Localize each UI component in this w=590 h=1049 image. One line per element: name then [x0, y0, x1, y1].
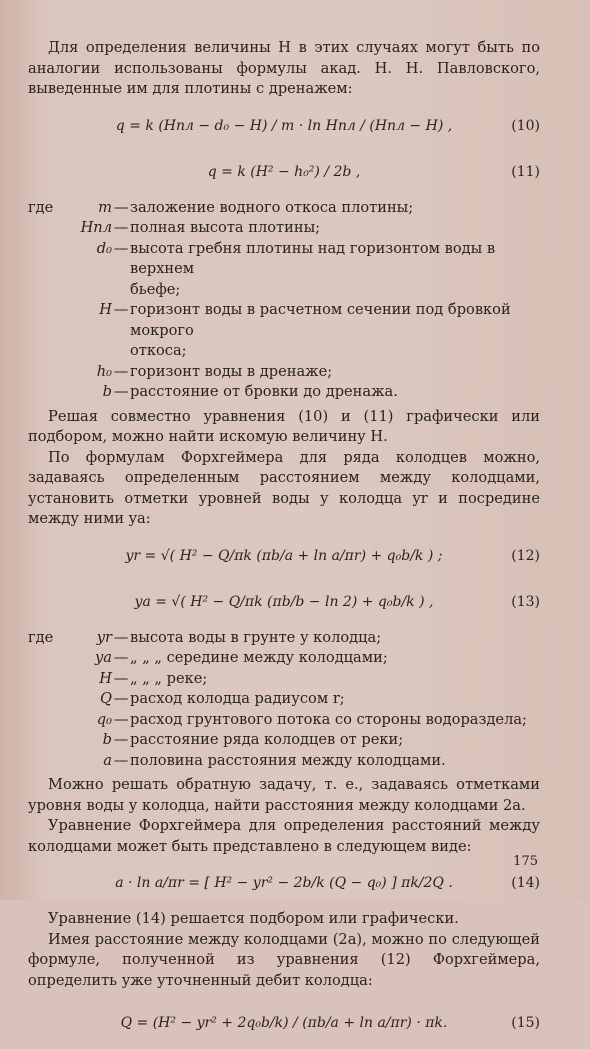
equation-number-14: (14) [511, 875, 540, 891]
definition-symbol: h₀ [96, 362, 112, 380]
definition-continuation: откоса; [130, 342, 187, 359]
formula-12 [28, 536, 540, 576]
paragraph-inverse: Можно решать обратную задачу, т. е., задаваясь отметками уровня воды у колодца, найти расстояния между колодцами 2a. [28, 776, 540, 814]
definition-text: „ „ „ реке; [130, 669, 208, 687]
definition-row: b — расстояние от бровки до дренажа. [28, 382, 540, 403]
formula-14 [28, 863, 540, 903]
definition-text: горизонт воды в расчетном сечении под бровкой мокрого [130, 301, 511, 339]
equation-number-13: (13) [511, 593, 540, 610]
definition-lead: где [28, 198, 54, 216]
definition-text: „ „ „ середине между колодцами; [130, 649, 388, 666]
definition-symbol: b [102, 731, 112, 748]
definition-row: H — горизонт воды в расчетном сечении под бровкой мокрого [28, 300, 540, 341]
definition-row: a — половина расстояния между колодцами. [28, 751, 540, 772]
equation-number-10: (10) [511, 117, 540, 134]
definition-row: h₀ — горизонт воды в дренаже; [28, 362, 540, 383]
definition-row: b — расстояние ряда колодцев от реки; [28, 730, 540, 751]
paragraph-equation-form: Уравнение Форхгеймера для определения расстояний между колодцами может быть представлено в следующем виде: [28, 817, 540, 855]
definition-row: H — „ „ „ реке; [28, 669, 540, 690]
definition-row: где yr — высота воды в грунте у колодца; [28, 628, 540, 649]
formula-11-body: q = k (H² − h₀²) / 2b , [207, 163, 361, 180]
definitions-wells [28, 628, 540, 772]
definition-row: Q — расход колодца радиусом r; [28, 689, 540, 710]
equation-number-15: (15) [511, 1015, 540, 1031]
definition-symbol: Hпл [80, 219, 112, 236]
definition-symbol: ya [95, 649, 112, 666]
definition-text: расход грунтового потока со стороны водораздела; [130, 710, 527, 728]
definition-lead: где [28, 628, 54, 646]
definition-text: полная высота плотины; [130, 219, 321, 236]
definition-row: Hпл — полная высота плотины; [28, 218, 540, 239]
definition-text: расстояние ряда колодцев от реки; [130, 731, 404, 748]
paragraph-forchheimer: По формулам Форхгеймера для ряда колодцев можно, задаваясь определенным расстоянием между колодцами, установить отметки уровней воды у колодца yr и посредине между ними ya: [28, 448, 540, 527]
formula-11 [28, 152, 540, 192]
paragraph-intro: Для определения величины H в этих случаях могут быть по аналогии использованы формулы акад. Н. Н. Павловского, выведенные им для плотины с дренажем: [28, 39, 540, 97]
definition-row: d₀ — высота гребня плотины над горизонтом воды в верхнем [28, 239, 540, 280]
formula-10-body: q = k (Hпл − d₀ − H) / m · ln Hпл / (Hпл − H) , [115, 117, 453, 134]
definition-text: горизонт воды в дренаже; [130, 362, 333, 380]
equation-number-12: (12) [511, 547, 540, 564]
paragraph-solve: Решая совместно уравнения (10) и (11) графически или подбором, можно найти искомую величину H. [28, 407, 540, 445]
formula-12-body: yr = √( H² − Q/πk (πb/a + ln a/πr) + q₀b/k ) ; [125, 547, 443, 564]
definition-continuation: бьефе; [130, 280, 181, 298]
formula-13 [28, 582, 540, 622]
definition-symbol: H [99, 669, 112, 687]
formula-15-body: Q = (H² − yr² + 2q₀b/k) / (πb/a + ln a/πr) · πk. [120, 1015, 448, 1031]
paragraph-solve-14: Уравнение (14) решается подбором или графически. [48, 910, 459, 927]
definition-text: половина расстояния между колодцами. [130, 751, 446, 769]
definition-text: расстояние от бровки до дренажа. [130, 383, 398, 400]
definitions-dam [28, 198, 540, 403]
equation-number-11: (11) [511, 163, 540, 180]
formula-14-body: a · ln a/πr = [ H² − yr² − 2b/k (Q − q₀) ] πk/2Q . [115, 875, 453, 891]
definition-row: q₀ — расход грунтового потока со стороны водораздела; [28, 710, 540, 731]
definition-text: расход колодца радиусом r; [130, 690, 345, 707]
definition-symbol: a [103, 751, 112, 769]
definition-text: высота воды в грунте у колодца; [130, 628, 382, 646]
definition-symbol: b [102, 383, 112, 400]
formula-13-body: ya = √( H² − Q/πk (πb/b − ln 2) + q₀b/k ) , [134, 593, 434, 610]
definition-symbol: H [99, 301, 112, 318]
page-number: 175 [513, 853, 538, 869]
definition-text: заложение водного откоса плотины; [130, 198, 414, 216]
formula-15 [28, 997, 540, 1049]
definition-symbol: Q [100, 690, 112, 707]
definition-row: ya — „ „ „ середине между колодцами; [28, 648, 540, 669]
definition-symbol: q₀ [96, 710, 112, 728]
definition-symbol: m [98, 198, 112, 216]
definition-symbol: yr [96, 628, 112, 646]
formula-10 [28, 106, 540, 146]
definition-row: где m — заложение водного откоса плотины; [28, 198, 540, 219]
definition-text: высота гребня плотины над горизонтом воды в верхнем [130, 239, 496, 277]
definition-symbol: d₀ [96, 239, 112, 257]
paragraph-debit: Имея расстояние между колодцами (2a), можно по следующей формуле, полученной из уравнения (12) Форхгеймера, определить уже уточненный дебит колодца: [28, 930, 540, 989]
